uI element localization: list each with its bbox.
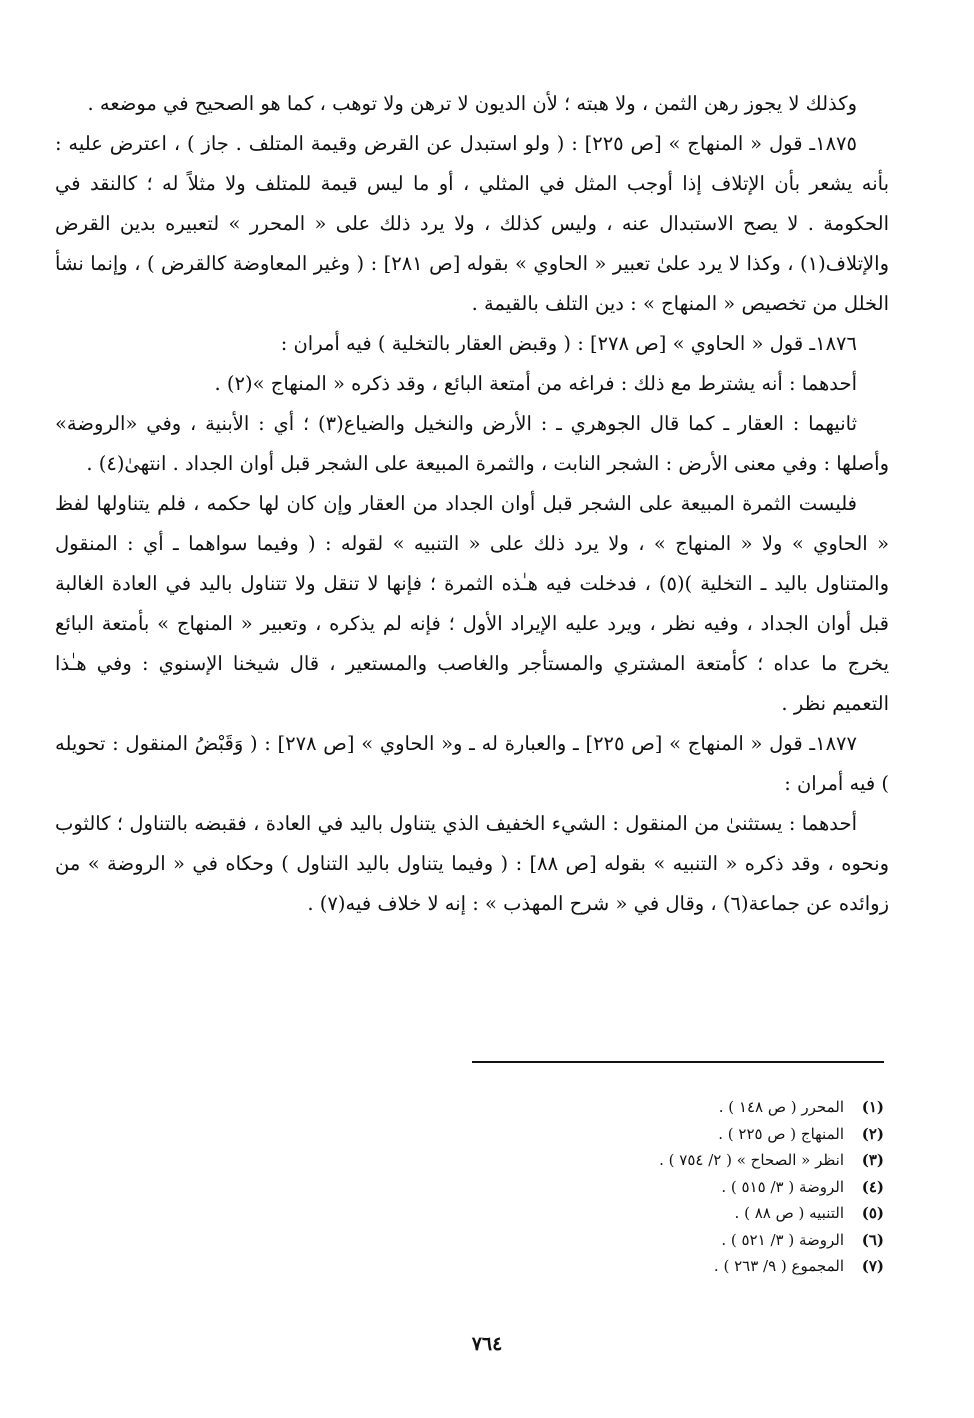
paragraph-1876: ١٨٧٦ـ قول « الحاوي » [ص ٢٧٨] : ( وقبض العقار بالتخلية ) فيه أمران : — [280, 332, 857, 355]
footnote — [384, 1227, 884, 1254]
footnote — [384, 1253, 884, 1280]
paragraph-second: ثانيهما : العقار ـ كما قال الجوهري ـ : الأرض والنخيل والضياع(٣) ؛ أي : الأبنية ، وفي «الروضة» وأصلها : وفي معنى الأرض : الشجر النابت ، والثمرة المبيعة على الشجر قبل أوان الجداد . انتهىٰ(٤) . — [55, 412, 889, 475]
footnote-text: المنهاج ( ص ٢٢٥ ) . — [718, 1124, 844, 1143]
footnote-text: انظر « الصحاح » ( ٢/ ٧٥٤ ) . — [659, 1151, 844, 1169]
footnote-number: (٥) — [861, 1204, 884, 1222]
footnote — [384, 1147, 884, 1174]
footnote-number: (٦) — [861, 1230, 884, 1249]
footnote-text: الروضة ( ٣/ ٥٢١ ) . — [721, 1230, 844, 1249]
footnote-divider — [472, 1061, 884, 1063]
footnote-number: (٣) — [861, 1151, 884, 1169]
footnote — [384, 1094, 884, 1121]
footnote-text: الروضة ( ٣/ ٥١٥ ) . — [721, 1177, 844, 1196]
footnote-text: التنبيه ( ص ٨٨ ) . — [734, 1204, 844, 1222]
paragraph-first: أحدهما : أنه يشترط مع ذلك : فراغه من أمتعة البائع ، وقد ذكره « المنهاج »(٢) . — [214, 372, 857, 395]
footnote — [384, 1200, 884, 1227]
footnote-number: (٤) — [861, 1177, 884, 1196]
paragraph: وكذلك لا يجوز رهن الثمن ، ولا هبته ؛ لأن الديون لا ترهن ولا توهب ، كما هو الصحيح في موضعه . — [87, 92, 857, 115]
paragraph-first: أحدهما : يستثنىٰ من المنقول : الشيء الخفيف الذي يتناول باليد في العادة ، فقبضه بالتناول ؛ كالثوب ونحوه ، وقد ذكره « التنبيه » بقوله [ص ٨٨] : ( وفيما يتناول باليد التناول ) وحكاه في « الروضة » من زوائده عن جماعة(٦) ، وقال في « شرح المهذب » : إنه لا خلاف فيه(٧) . — [55, 812, 889, 915]
footnote — [384, 1174, 884, 1201]
paragraph: فليست الثمرة المبيعة على الشجر قبل أوان الجداد من العقار وإن كان لها حكمه ، فلم يتناولها لفظ « الحاوي » ولا « المنهاج » ، ولا يرد ذلك على « التنبيه » لقوله : ( وفيما سواهما ـ أي : المنقول والمتناول باليد ـ التخلية )(٥) ، فدخلت فيه هـٰذه الثمرة ؛ فإنها لا تنقل ولا تتناول باليد في العادة الغالبة قبل أوان الجداد ، وفيه نظر ، ويرد عليه الإيراد الأول ؛ فإنه لم يذكره ، وتعبير « المنهاج » بأمتعة البائع يخرج ما عداه ؛ كأمتعة المشتري والمستأجر والغاصب والمستعير ، قال شيخنا الإسنوي : وفي هـٰذا التعميم نظر . — [55, 492, 889, 715]
page-number: ٧٦٤ — [471, 1333, 503, 1355]
paragraph-1875: ١٨٧٥ـ قول « المنهاج » [ص ٢٢٥] : ( ولو استبدل عن القرض وقيمة المتلف . جاز ) ، اعترض عليه : بأنه يشعر بأن الإتلاف إذا أوجب المثل في المثلي ، أو ما ليس قيمة للمتلف ولا مثلاً له ؛ كالنقد في الحكومة . لا يصح الاستبدال عنه ، وليس كذلك ، ولا يرد ذلك على « المحرر » لتعبيره بدين القرض والإتلاف(١) ، وكذا لا يرد علىٰ تعبير « الحاوي » بقوله [ص ٢٨١] : ( وغير المعاوضة كالقرض ) ، وإنما نشأ الخلل من تخصيص « المنهاج » : دين التلف بالقيمة . — [55, 132, 889, 315]
footnote-text: المحرر ( ص ١٤٨ ) . — [718, 1098, 844, 1116]
footnotes — [384, 1094, 884, 1280]
footnote-number: (٧) — [861, 1257, 884, 1275]
footnote-number: (٢) — [861, 1124, 884, 1143]
paragraph-1877: ١٨٧٧ـ قول « المنهاج » [ص ٢٢٥] ـ والعبارة له ـ و« الحاوي » [ص ٢٧٨] : ( وَقَبْضُ المنقول : تحويله ) فيه أمران : — [55, 732, 889, 795]
footnote-number: (١) — [861, 1098, 884, 1116]
footnote — [384, 1121, 884, 1148]
main-text — [55, 84, 889, 924]
footnote-text: المجموع ( ٩/ ٢٦٣ ) . — [713, 1257, 844, 1275]
